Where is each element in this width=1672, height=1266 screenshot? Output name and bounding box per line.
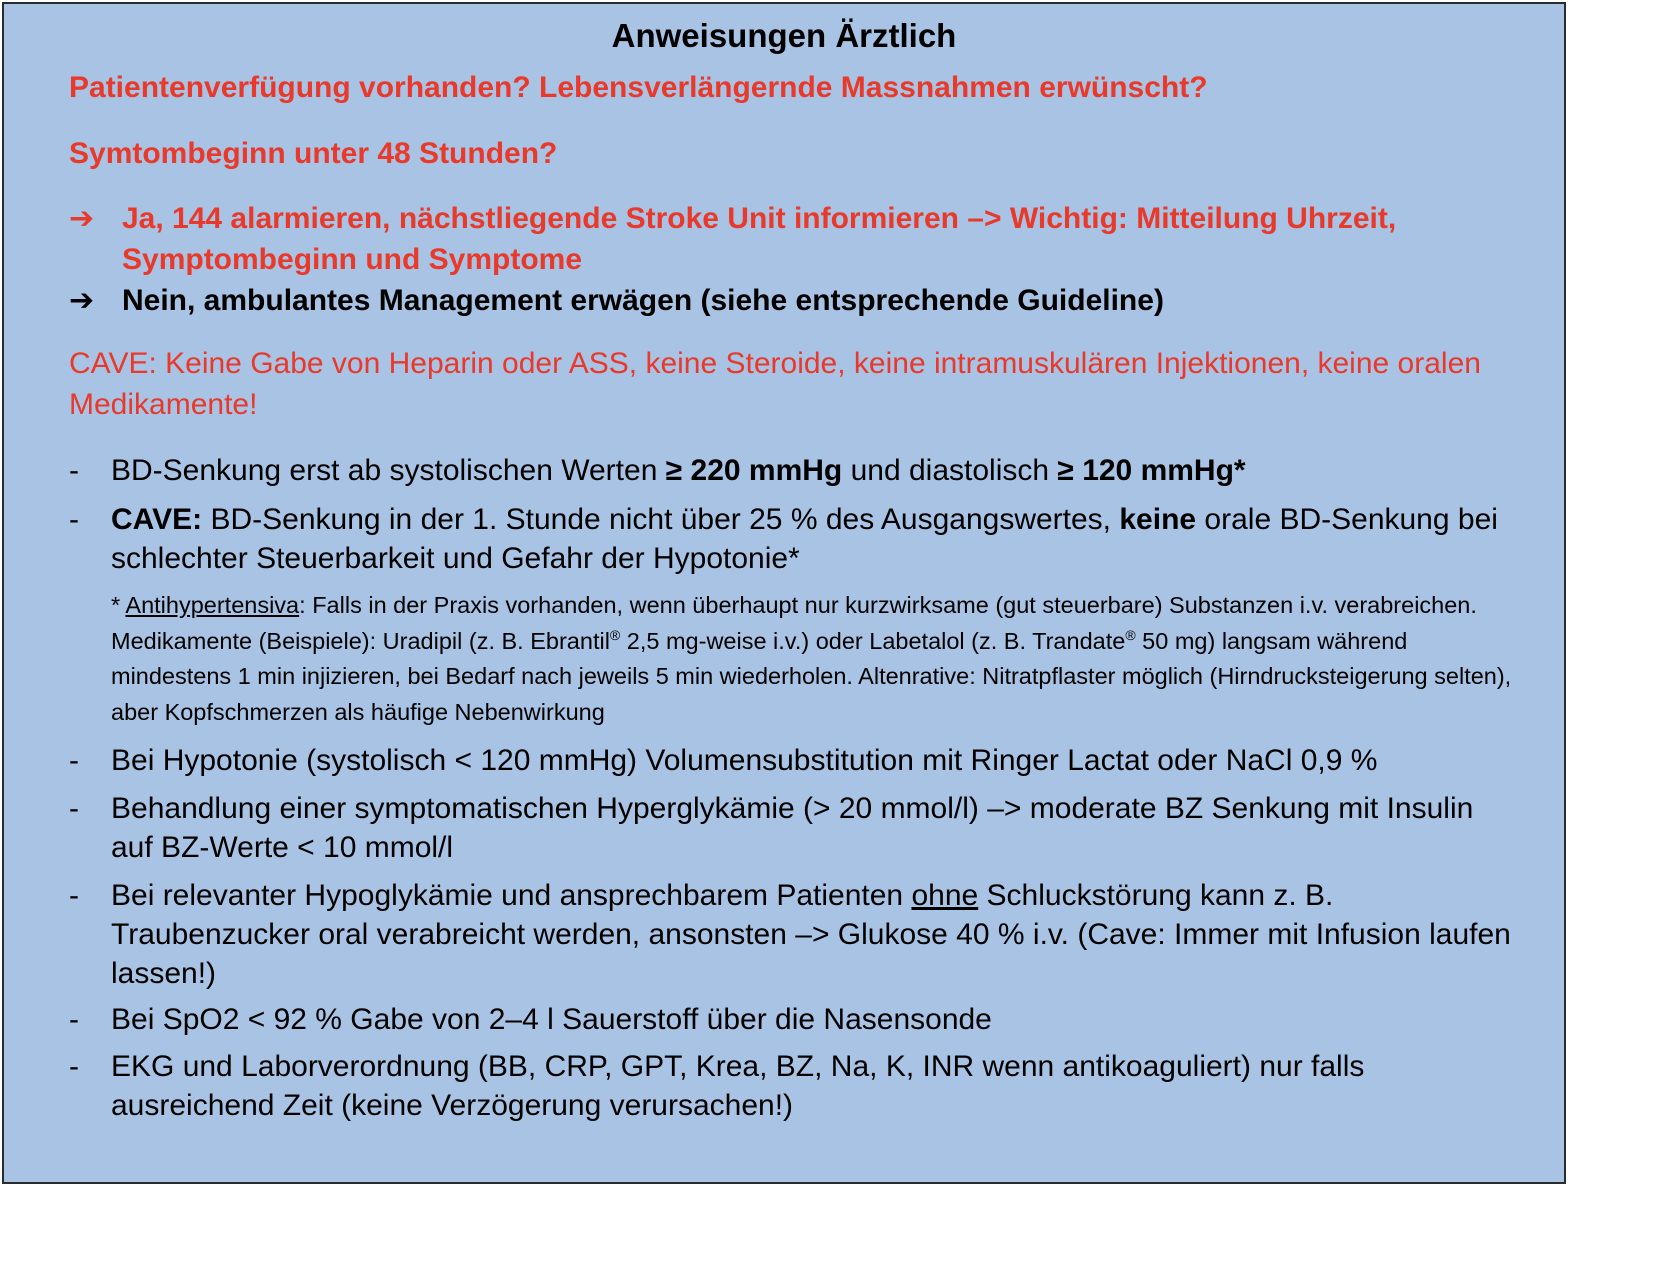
- list-item-text: EKG und Laborverordnung (BB, CRP, GPT, Krea, BZ, Na, K, INR wenn antikoaguliert) nur falls ausreichend Zeit (keine Verzögerung verursachen!): [111, 1050, 1365, 1122]
- question-patient-directive: Patientenverfügung vorhanden? Lebensverlängernde Massnahmen erwünscht?: [69, 71, 1208, 104]
- arrow-item-yes: [69, 198, 1549, 282]
- list-item-text: BD-Senkung erst ab systolischen Werten ≥ 220 mmHg und diastolisch ≥ 120 mmHg*: [111, 454, 1246, 487]
- list-item-text: Bei Hypotonie (systolisch < 120 mmHg) Volumensubstitution mit Ringer Lactat oder NaCl 0,9 %: [111, 744, 1378, 777]
- list-dash: -: [69, 1003, 79, 1036]
- list-item-text: Behandlung einer symptomatischen Hyperglykämie (> 20 mmol/l) –> moderate BZ Senkung mit Insulin auf BZ-Werte < 10 mmol/l: [111, 792, 1474, 864]
- list-dash: -: [69, 792, 79, 825]
- arrow-item-yes-text: Ja, 144 alarmieren, nächstliegende Stroke Unit informieren –> Wichtig: Mitteilung Uhrzeit, Symptombeginn und Symptome: [122, 202, 1397, 276]
- arrow-right-icon: ➔: [69, 202, 95, 235]
- arrow-right-icon: ➔: [69, 284, 95, 317]
- list-item-text: Bei relevanter Hypoglykämie und ansprechbarem Patienten ohne Schluckstörung kann z. B. Traubenzucker oral verabreicht werden, ansonsten –> Glukose 40 % i.v. (Cave: Immer mit Infusion laufen lassen!): [111, 879, 1511, 990]
- list-item-text: Bei SpO2 < 92 % Gabe von 2–4 l Sauerstoff über die Nasensonde: [111, 1003, 992, 1036]
- list-item-text: CAVE: BD-Senkung in der 1. Stunde nicht über 25 % des Ausgangswertes, keine orale BD-Senkung bei schlechter Steuerbarkeit und Gefahr der Hypotonie*: [111, 503, 1498, 575]
- cave-warning: CAVE: Keine Gabe von Heparin oder ASS, keine Steroide, keine intramuskulären Injektionen, keine oralen Medikamente!: [69, 347, 1481, 421]
- footnote-antihypertensiva: * Antihypertensiva: Falls in der Praxis vorhanden, wenn überhaupt nur kurzwirksame (gut steuerbare) Substanzen i.v. verabreichen. Medikamente (Beispiele): Uradipil (z. B. Ebrantil® 2,5 mg-weise i.v.) oder Labetalol (z. B. Trandate® 50 mg) langsam während mindestens 1 min injizieren, bei Bedarf nach jeweils 5 min wiederholen. Altenrative: Nitratpflaster möglich (Hirndrucksteigerung selten), aber Kopfschmerzen als häufige Nebenwirkung: [111, 592, 1512, 725]
- list-dash: -: [69, 744, 79, 777]
- question-symptom-onset: Symtombeginn unter 48 Stunden?: [69, 137, 558, 170]
- list-dash: -: [69, 503, 79, 536]
- list-dash: -: [69, 1050, 79, 1083]
- list-dash: -: [69, 879, 79, 912]
- arrow-item-no: [69, 280, 1549, 322]
- page-title: Anweisungen Ärztlich: [611, 17, 957, 54]
- arrow-item-no-text: Nein, ambulantes Management erwägen (siehe entsprechende Guideline): [122, 284, 1164, 317]
- instructions-panel: [2, 2, 1566, 1184]
- list-dash: -: [69, 454, 79, 487]
